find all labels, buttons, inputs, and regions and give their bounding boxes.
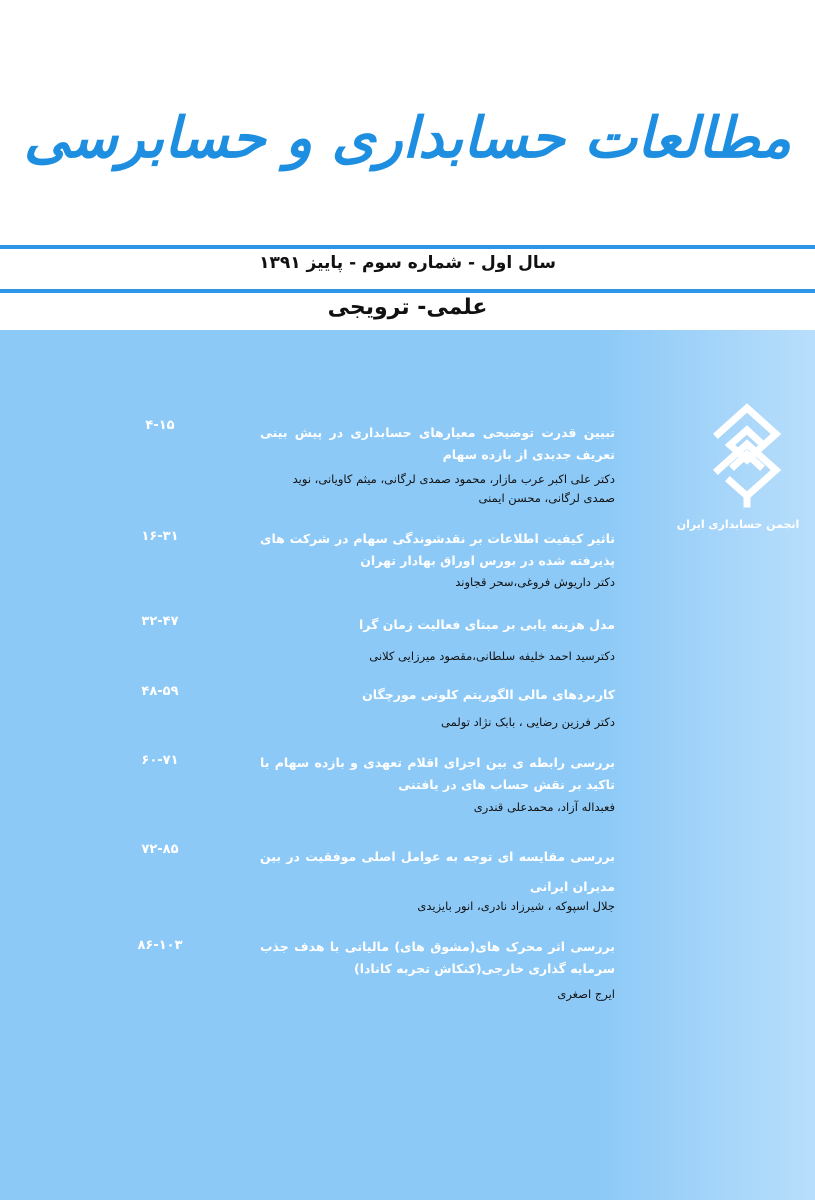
article-title: کاربردهای مالی الگوریتم کلونی مورچگان: [362, 687, 615, 702]
article-title: بررسی مقایسه ای توجه به عوامل اصلی موفقیت در بین مدیران ایرانی: [260, 849, 615, 894]
article-pages: ۶۰-۷۱: [141, 753, 179, 768]
article-pages: ۸۶-۱۰۳: [137, 938, 183, 953]
article-title: بررسی اثر محرک های(مشوق های) مالیاتی با هدف جذب سرمایه گذاری خارجی(کنکاش تجربه کانادا): [260, 939, 615, 976]
article-authors: فعبداله آزاد، محمدعلی قندری: [473, 800, 615, 814]
issue-info: سال اول - شماره سوم - پاییز ۱۳۹۱: [259, 253, 556, 273]
article-authors: دکترسید احمد خلیفه سلطانی،مقصود میرزایی کلانی: [369, 649, 615, 663]
article-title: تبیین قدرت توضیحی معیارهای حسابداری در پیش بینی تعریف جدیدی از بازده سهام: [260, 425, 615, 462]
article-pages: ۴-۱۵: [145, 418, 175, 433]
article-authors: ایرج اصغری: [557, 987, 615, 1001]
article-pages: ۱۶-۳۱: [141, 529, 179, 544]
article-title: تاثیر کیفیت اطلاعات بر نقدشوندگی سهام در شرکت های پذیرفته شده در بورس اوراق بهادار تهران: [260, 531, 615, 568]
category-label: علمی- ترویجی: [327, 295, 488, 320]
article-authors: دکتر فرزین رضایی ، بابک نژاد تولمی: [441, 715, 615, 729]
article-pages: ۷۲-۸۵: [141, 842, 179, 857]
article-title: مدل هزینه یابی بر مبنای فعالیت زمان گرا: [359, 617, 615, 632]
journal-title: مطالعات حسابداری و حسابرسی: [23, 105, 792, 171]
article-pages: ۴۸-۵۹: [141, 684, 179, 699]
article-authors: دکتر علی اکبر عرب مازار، محمود صمدی لرگانی، میثم کاویانی، نوید صمدی لرگانی، محسن ایمنی: [292, 472, 615, 505]
article-title: بررسی رابطه ی بین اجزای اقلام تعهدی و بازده سهام با تاکید بر نقش حساب های در یافتنی: [260, 755, 615, 792]
article-pages: ۳۲-۴۷: [141, 614, 179, 629]
article-authors: جلال اسپوکه ، شیرزاد نادری، انور بایزیدی: [417, 899, 615, 913]
article-authors: دکتر داریوش فروغی،سحر قجاوند: [455, 575, 615, 589]
publisher-name: انجمن حسابداری ایران: [676, 518, 800, 531]
